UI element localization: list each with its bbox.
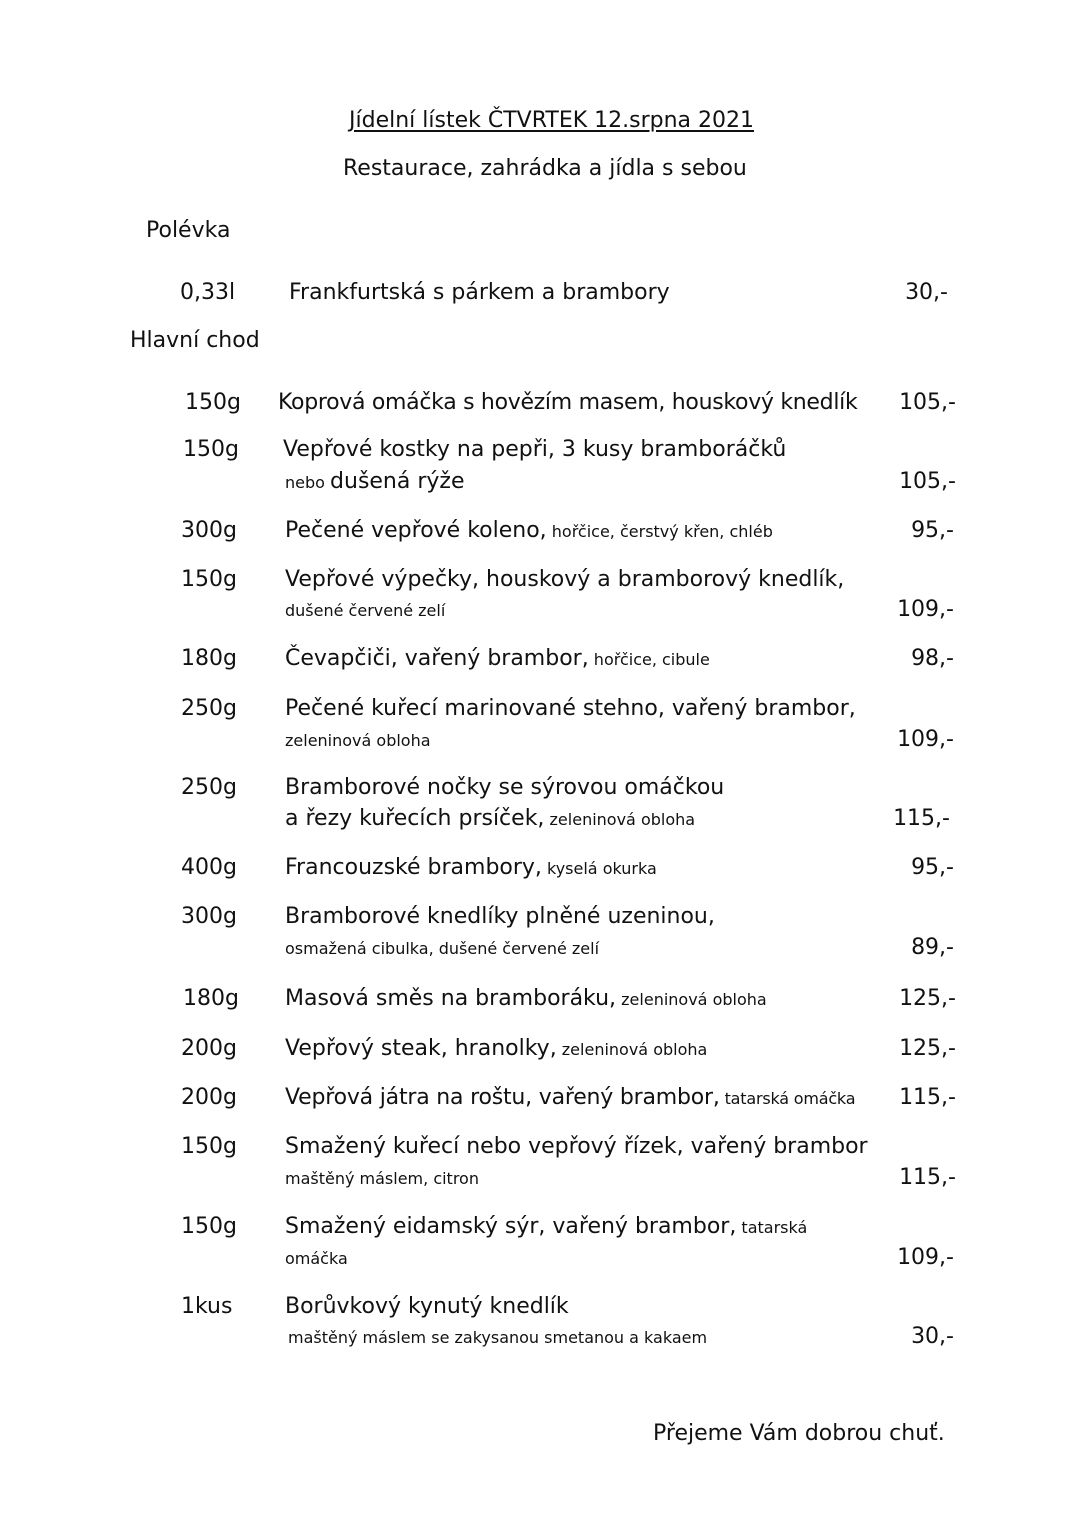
item-qty: 300g [181,518,237,543]
item-qty: 400g [181,855,237,880]
item-note: osmažená cibulka, dušené červené zelí [285,939,600,958]
item-note: nebo [285,473,325,492]
item-qty: 0,33l [180,280,236,305]
item-price: 125,- [899,1036,956,1061]
item-name: Borůvkový kynutý knedlík [285,1294,569,1319]
item-note: maštěný máslem se zakysanou smetanou a kakaem [288,1328,708,1347]
item-qty: 300g [181,904,237,929]
item-price: 95,- [911,855,954,880]
item-price: 95,- [911,518,954,543]
item-note: tatarská [741,1218,808,1237]
item-name: Pečené vepřové koleno, [285,518,547,543]
item-qty: 150g [183,437,239,462]
item-qty: 150g [181,567,237,592]
item-price: 109,- [897,1245,954,1270]
item-name-cont: dušená rýže [330,469,465,494]
item-price: 125,- [899,986,956,1011]
item-note-cont: omáčka [285,1249,348,1268]
section-heading-soup: Polévka [146,218,231,243]
item-qty: 150g [181,1214,237,1239]
item-name: Masová směs na bramboráku, [285,986,617,1011]
item-price: 115,- [893,806,950,831]
item-note: zeleninová obloha [621,990,767,1009]
item-qty: 150g [185,390,241,415]
item-qty: 150g [181,1134,237,1159]
item-name: Vepřové kostky na pepři, 3 kusy bramboráčků [283,437,787,462]
item-name: Smažený kuřecí nebo vepřový řízek, vařený brambor [285,1134,868,1159]
item-name: Koprová omáčka s hovězím masem, houskový knedlík [278,390,858,415]
item-name: Francouzské brambory, [285,855,542,880]
item-price: 115,- [899,1165,956,1190]
item-name: Vepřová játra na roštu, vařený brambor, [285,1085,720,1110]
menu-subtitle: Restaurace, zahrádka a jídla s sebou [343,156,747,181]
item-name: Pečené kuřecí marinované stehno, vařený brambor, [285,696,856,721]
item-name: Čevapčiči, vařený brambor, [285,646,589,671]
item-qty: 250g [181,775,237,800]
item-price: 30,- [905,280,948,305]
section-heading-mains: Hlavní chod [130,328,260,353]
item-price: 98,- [911,646,954,671]
item-qty: 180g [183,986,239,1011]
item-name: Vepřové výpečky, houskový a bramborový knedlík, [285,567,845,592]
item-qty: 200g [181,1085,237,1110]
item-price: 105,- [899,469,956,494]
closing-greeting: Přejeme Vám dobrou chuť. [653,1421,945,1446]
item-price: 109,- [897,597,954,622]
item-note: kyselá okurka [547,859,657,878]
item-name-cont: a řezy kuřecích prsíček, [285,806,545,831]
item-price: 105,- [899,390,956,415]
item-note: hořčice, cibule [593,650,710,669]
item-price: 89,- [911,935,954,960]
item-name: Bramborové nočky se sýrovou omáčkou [285,775,725,800]
item-note: hořčice, čerstvý křen, chléb [551,522,773,541]
item-price: 115,- [899,1085,956,1110]
item-price: 109,- [897,727,954,752]
item-name: Vepřový steak, hranolky, [285,1036,557,1061]
item-note: zeleninová obloha [285,731,431,750]
item-qty: 1kus [181,1294,233,1319]
item-qty: 180g [181,646,237,671]
item-note: zeleninová obloha [549,810,696,829]
item-name: Frankfurtská s párkem a brambory [289,280,670,305]
item-note: dušené červené zelí [285,601,446,620]
item-note: tatarská omáčka [724,1089,856,1108]
item-qty: 250g [181,696,237,721]
item-note: maštěný máslem, citron [285,1169,479,1188]
item-qty: 200g [181,1036,237,1061]
menu-title: Jídelní lístek ČTVRTEK 12.srpna 2021 [349,108,755,133]
item-note: zeleninová obloha [561,1040,708,1059]
item-price: 30,- [911,1324,954,1349]
item-name: Smažený eidamský sýr, vařený brambor, [285,1214,737,1239]
item-name: Bramborové knedlíky plněné uzeninou, [285,904,715,929]
